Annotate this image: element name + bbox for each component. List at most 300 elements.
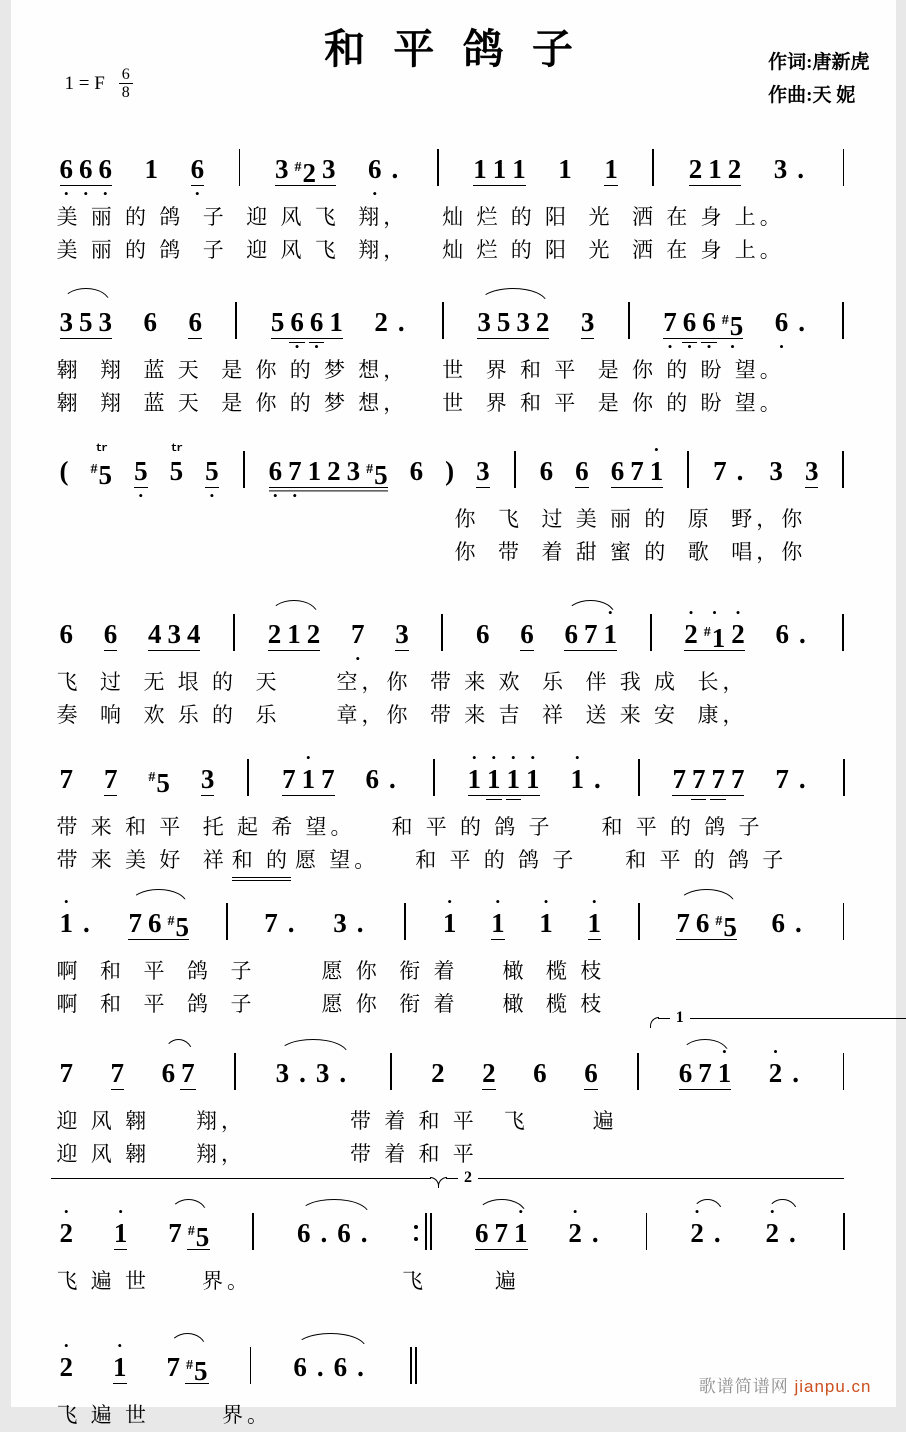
note-group [578, 293, 598, 354]
note-digit: 7 [168, 1218, 182, 1248]
note-group-slurred [273, 1044, 354, 1105]
barline [633, 750, 645, 811]
note [365, 140, 385, 201]
note-digit: #5 [721, 311, 744, 341]
note-group [371, 293, 411, 354]
lyric-segment: 愿 你 衔 着 [321, 992, 459, 1016]
note-group [111, 1204, 131, 1265]
bar-stroke [404, 903, 406, 940]
bar-stroke [842, 614, 844, 651]
note-digit: 1 [113, 1218, 128, 1248]
note-digit: 1 [649, 456, 664, 486]
note [125, 894, 145, 955]
note [608, 442, 628, 503]
note-group [473, 605, 493, 666]
note-group-slurred [675, 1009, 735, 1105]
note-digit: 2 [59, 1218, 73, 1248]
note-group-slurred [673, 894, 740, 955]
barline-glyph [685, 456, 691, 486]
sharp-accidental: # [366, 462, 374, 477]
octave-dot-below: • [209, 488, 215, 503]
note [669, 750, 689, 811]
note-group [473, 442, 493, 503]
lyric-segment: 和 平 的 鸽 子 [625, 848, 788, 872]
barline [509, 442, 521, 503]
note [484, 750, 504, 811]
note-group [530, 1044, 550, 1105]
note-digit: . [792, 1058, 799, 1088]
barline-glyph [626, 307, 632, 337]
note-digit: 6 [533, 1058, 547, 1088]
note [701, 605, 729, 666]
octave-dot-above: • [574, 750, 580, 765]
note [57, 442, 72, 503]
bar-stroke [652, 149, 654, 186]
bar-stroke [226, 903, 228, 940]
note [57, 140, 77, 201]
note-group [488, 894, 508, 955]
lyric-segment: 翔， [196, 1142, 246, 1166]
sharp-accidental: # [703, 625, 711, 640]
octave-dot-below: • [372, 186, 378, 201]
note-digit: 7 [713, 456, 727, 486]
note [687, 1204, 707, 1265]
note-digit: 3 [769, 456, 783, 486]
note-digit: 6 [678, 1058, 693, 1088]
note-group [88, 442, 116, 503]
barline-glyph [644, 1218, 650, 1248]
octave-dot-below: • [706, 339, 712, 354]
note-digit: 5 [205, 456, 219, 486]
barline-glyph [248, 1352, 254, 1382]
note-digit: . [798, 764, 806, 794]
note-digit: . [389, 764, 396, 794]
note-digit: 5 [79, 307, 93, 337]
lyric-segment: 章，你 带 来 吉 祥 送 来 安 康， [336, 703, 748, 727]
note [686, 140, 706, 201]
note-group-slurred [687, 1204, 727, 1265]
note-digit: . [339, 1058, 347, 1088]
bar-stroke [843, 149, 845, 186]
lyric-line [57, 1105, 850, 1138]
barline-glyph [636, 764, 642, 794]
duration-dot [350, 1338, 371, 1399]
note-group [110, 1338, 130, 1399]
note [165, 1204, 185, 1265]
octave-dot-above: • [472, 750, 477, 765]
lyric-line [57, 811, 850, 844]
repeat-dots [414, 1225, 418, 1241]
barline [428, 750, 440, 811]
note-group [57, 1338, 77, 1399]
note [581, 1044, 601, 1105]
note-digit: 6 [293, 1352, 307, 1382]
barline [647, 140, 659, 201]
bar-stroke [234, 1053, 236, 1090]
note-row [57, 1169, 850, 1265]
note-group [57, 442, 72, 503]
barline [385, 1044, 397, 1105]
octave-dot-above: • [543, 894, 549, 909]
note-digit: 3 [395, 619, 409, 649]
note-digit: 6 [702, 307, 716, 337]
note [766, 442, 786, 503]
lyric-segment: 遍 [495, 1269, 520, 1293]
note-digit: 2 [306, 619, 321, 649]
note-digit: 1 [301, 764, 316, 794]
barline-glyph [245, 764, 251, 794]
note-digit: 7 [676, 908, 690, 938]
note [490, 140, 510, 201]
octave-dot-above: • [511, 750, 516, 765]
note-group [772, 293, 812, 354]
note-digit: 1 [287, 619, 301, 649]
octave-dot-below: • [138, 488, 144, 503]
repeat-barline [409, 1204, 437, 1265]
note-digit: 2 [731, 619, 745, 649]
note [131, 442, 151, 503]
note-group [131, 442, 151, 503]
note-digit: #1 [703, 623, 726, 653]
time-signature-denominator: 8 [121, 84, 130, 101]
note [470, 140, 490, 201]
note-group [470, 140, 529, 201]
note-digit: 6 [309, 307, 324, 337]
note-digit: #5 [167, 912, 189, 942]
barline [632, 1044, 644, 1105]
trill-mark: tr [95, 443, 107, 455]
note [681, 605, 701, 666]
lyric-segment: 和 平 的 鸽 子 [415, 848, 578, 872]
lyric-segment: 飞 遍 世 [56, 1403, 150, 1427]
barline [838, 1204, 850, 1265]
note-group-slurred [290, 1338, 371, 1399]
lyric-segment: 愿 你 衔 着 [321, 959, 459, 983]
note-group [465, 750, 543, 811]
bar-stroke [247, 759, 249, 796]
note [712, 894, 740, 955]
sheet-header [11, 0, 896, 118]
note-digit: 6 [190, 154, 205, 184]
note [183, 1338, 211, 1399]
bar-stroke [235, 302, 237, 339]
note-digit: 6 [59, 154, 73, 184]
lyric-segment: 你 飞 过 美 丽 的 原 野，你 [454, 507, 807, 531]
barline-glyph [841, 908, 847, 938]
note-digit: 7 [583, 619, 598, 649]
note [802, 442, 822, 503]
note [728, 605, 748, 666]
octave-dot-above: • [572, 1204, 578, 1219]
note [159, 1044, 179, 1105]
barline-glyph [841, 764, 847, 794]
duration-dot [292, 1044, 313, 1105]
note [319, 140, 339, 201]
note [673, 894, 693, 955]
note-digit: 1 [144, 154, 159, 184]
note-digit: 7 [691, 764, 706, 794]
note [292, 140, 320, 201]
note-group-slurred [164, 1338, 211, 1399]
note-digit: . [83, 908, 90, 938]
barline [436, 605, 448, 666]
note-digit: 2 [535, 307, 550, 337]
note [285, 442, 305, 503]
note-digit: 2 [688, 154, 703, 184]
note-digit: 6 [268, 456, 283, 486]
note [708, 750, 728, 811]
note-group [660, 293, 746, 354]
note [680, 293, 700, 354]
note-group [57, 605, 77, 666]
note [676, 1044, 696, 1105]
note-group [479, 1044, 499, 1105]
note [272, 140, 292, 201]
bar-stroke [687, 451, 689, 488]
note-digit: 6 [775, 619, 790, 649]
note-group [771, 140, 811, 201]
note-digit: . [320, 1218, 328, 1248]
note-row [57, 442, 850, 503]
note [284, 605, 304, 666]
note [509, 140, 529, 201]
note [164, 1338, 184, 1399]
note-digit: 7 [663, 307, 677, 337]
music-system [11, 750, 896, 881]
note-digit: #5 [148, 768, 170, 798]
barline [228, 605, 240, 666]
note-digit: 1 [487, 764, 501, 794]
barline [837, 293, 849, 354]
bar-stroke [390, 1053, 392, 1090]
note [299, 750, 319, 811]
octave-dot-above: • [306, 750, 311, 765]
note-digit: 3 [315, 1058, 330, 1088]
note [101, 750, 121, 811]
note-digit: 1 [558, 154, 572, 184]
barline-glyph [402, 908, 408, 938]
lyric-segment: 世 界 和 平 是 你 的 盼 望。 [442, 358, 785, 382]
note-digit: 6 [610, 456, 625, 486]
note-digit: 3 [322, 154, 336, 184]
note [279, 750, 299, 811]
octave-dot-above: • [735, 605, 741, 620]
octave-dot-above: • [63, 1338, 69, 1353]
bar-stroke [628, 302, 630, 339]
note-digit: 6 [365, 764, 380, 794]
note [715, 1044, 735, 1105]
barline-glyph [840, 307, 846, 337]
barline [245, 1338, 257, 1399]
note-group [167, 442, 187, 503]
note-digit: . [795, 908, 802, 938]
bar-stroke [250, 1347, 252, 1384]
note-group-slurred [762, 1204, 802, 1265]
note-digit: 1 [603, 619, 617, 649]
octave-dot-above: • [712, 605, 717, 620]
octave-dot-below: • [273, 488, 278, 503]
note-group [57, 894, 97, 955]
music-system [11, 894, 896, 1021]
barline-glyph [636, 908, 642, 938]
note [772, 293, 792, 354]
note-group [57, 750, 77, 811]
barline [432, 140, 444, 201]
note-digit: 7 [59, 764, 73, 794]
barline-glyph [250, 1218, 256, 1248]
lyric-segment: 带 着 和 平 [350, 1109, 478, 1133]
note-group [710, 442, 750, 503]
note-group-slurred [294, 1204, 375, 1265]
note [261, 894, 281, 955]
note-group [581, 1044, 601, 1105]
octave-dot-below: • [195, 186, 200, 201]
note-digit: 7 [166, 1352, 180, 1382]
note [494, 293, 514, 354]
note-group [428, 1044, 448, 1105]
note [705, 140, 725, 201]
note [537, 442, 557, 503]
lyric-line [57, 201, 850, 234]
site-domain-link[interactable]: jianpu.cn [794, 1377, 872, 1396]
note [318, 750, 338, 811]
note-row [57, 605, 850, 666]
note [465, 750, 485, 811]
note [57, 1204, 77, 1265]
note [110, 1338, 130, 1399]
barline [230, 293, 242, 354]
lyric-line [57, 699, 850, 732]
barline [837, 442, 849, 503]
note-digit: 7 [672, 764, 686, 794]
lyric-segment: 飞 [503, 1109, 529, 1133]
octave-dot-below: • [687, 339, 692, 354]
note-group [407, 442, 427, 503]
barline-glyph [237, 154, 243, 184]
bar-stroke [425, 1213, 427, 1250]
lyric-line [57, 955, 850, 988]
lyric-line [57, 234, 850, 267]
bar-stroke [243, 451, 245, 488]
note-digit: 6 [771, 908, 786, 938]
note-group [330, 894, 370, 955]
note-group [601, 140, 621, 201]
note-row [57, 293, 850, 354]
note [142, 140, 162, 201]
note-group [266, 442, 391, 503]
note-digit: 1 [492, 154, 507, 184]
key-signature [65, 66, 133, 101]
note [57, 1338, 77, 1399]
bar-stroke [638, 903, 640, 940]
note-digit: 7 [321, 764, 335, 794]
lyric-line [57, 988, 850, 1021]
duration-dot [310, 1338, 331, 1399]
note-digit: 7 [711, 764, 725, 794]
note [145, 605, 165, 666]
note-digit: #5 [187, 1222, 210, 1252]
note-group [769, 894, 809, 955]
lyric-segment: 和 平 的 鸽 子 [601, 815, 764, 839]
note [771, 140, 791, 201]
note-digit: 1 [473, 154, 487, 184]
note-digit: 4 [186, 619, 201, 649]
note [428, 1044, 448, 1105]
note-digit: . [287, 908, 295, 938]
bar-stroke [415, 1347, 417, 1384]
duration-dot [332, 1044, 353, 1105]
note-digit: 4 [147, 619, 162, 649]
note-digit: . [299, 1058, 306, 1088]
octave-dot-above: • [495, 894, 501, 909]
note [167, 442, 187, 503]
note-digit: 7 [630, 456, 644, 486]
note [265, 605, 285, 666]
note-digit: 7 [128, 908, 142, 938]
note-group [202, 442, 222, 503]
music-system [11, 1009, 896, 1171]
note-digit: 7 [110, 1058, 125, 1088]
music-system [11, 442, 896, 569]
duration-dot [354, 1204, 375, 1265]
barline [437, 293, 449, 354]
note [585, 894, 605, 955]
duration-dot [385, 140, 406, 201]
lyric-segment: 翔， [196, 1109, 246, 1133]
barline-glyph [840, 456, 846, 486]
lyric-line [57, 1399, 850, 1432]
note [533, 293, 553, 354]
note-digit: 7 [494, 1218, 509, 1248]
barline [623, 293, 635, 354]
note-digit: 3 [98, 307, 112, 337]
barline-glyph [241, 456, 247, 486]
bar-stroke [842, 451, 844, 488]
trill-mark: tr [170, 443, 182, 455]
note-digit: 6 [409, 456, 424, 486]
barline [837, 605, 849, 666]
note-digit: . [397, 307, 405, 337]
note-digit: 1 [467, 764, 482, 794]
note-group [766, 1044, 806, 1105]
note-row [57, 140, 850, 201]
note [304, 605, 324, 666]
note [492, 1204, 512, 1265]
note [76, 293, 96, 354]
note [290, 1338, 310, 1399]
note [57, 750, 77, 811]
note [324, 442, 344, 503]
note [530, 1044, 550, 1105]
duration-dot [792, 605, 813, 666]
lyricist-credit: 作词:唐新虎 [768, 52, 870, 73]
note-digit: 3 [167, 619, 181, 649]
octave-dot-above: • [118, 1204, 123, 1219]
note-digit: . [356, 908, 364, 938]
note-digit: 1 [307, 456, 322, 486]
note-digit: 1 [526, 764, 540, 794]
note-digit: 3 [516, 307, 530, 337]
note-digit: 7 [103, 764, 118, 794]
bar-stroke [442, 302, 444, 339]
note-digit: 2 [684, 619, 698, 649]
octave-dot-above: • [518, 1204, 524, 1219]
bar-stroke [410, 1347, 412, 1384]
note-digit: . [591, 1218, 599, 1248]
duration-dot [585, 1204, 606, 1265]
bar-stroke [650, 614, 652, 651]
note-group [279, 750, 338, 811]
